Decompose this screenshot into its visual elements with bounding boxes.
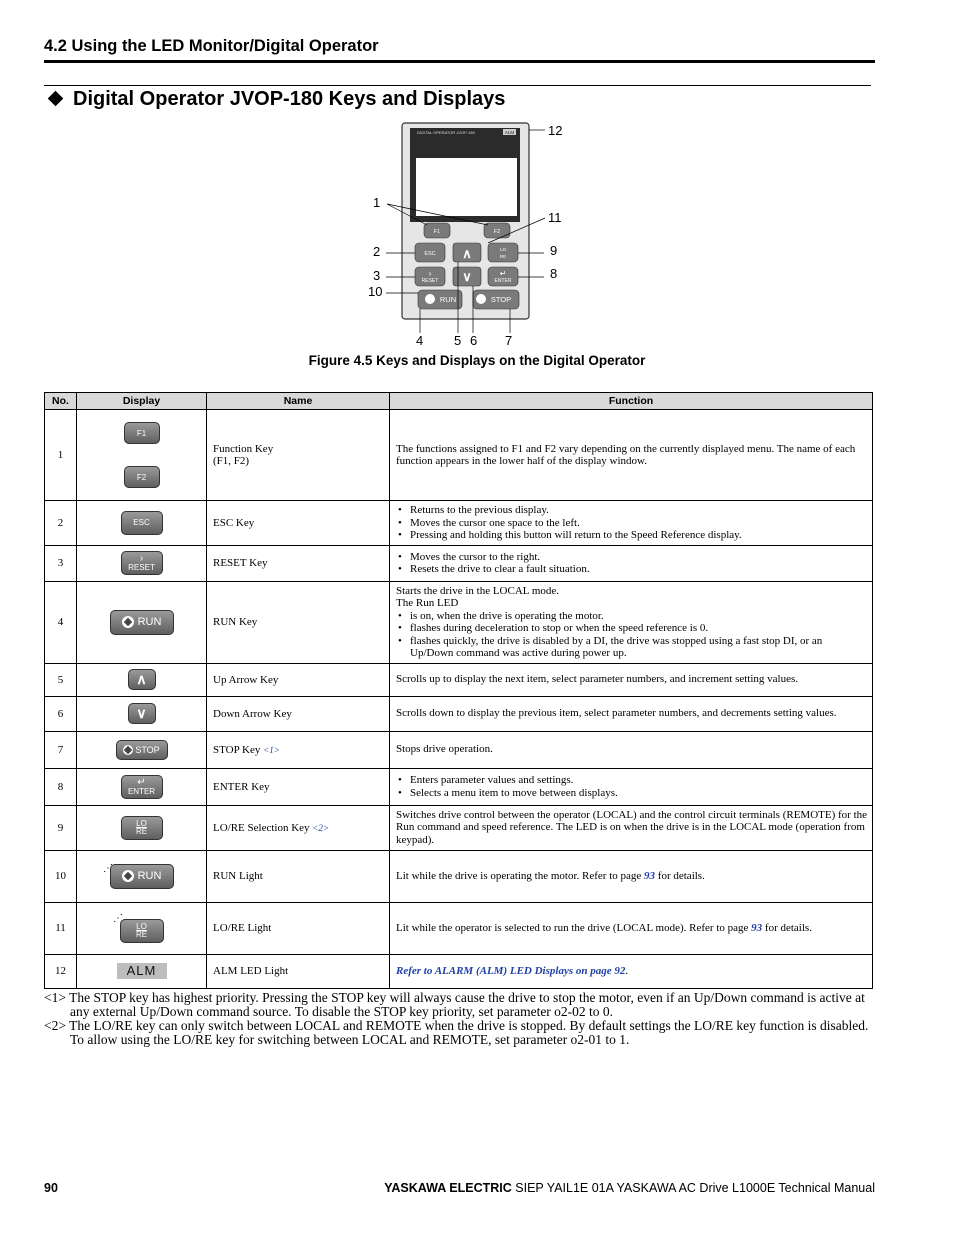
- run-key-icon: RUN: [110, 610, 174, 635]
- lo-re-light-icon: $\frac{LO}{RE}$: [120, 919, 164, 943]
- f1-key-icon: F1: [124, 422, 160, 444]
- figure-caption: Figure 4.5 Keys and Displays on the Digital Operator: [308, 353, 646, 368]
- col-header-name: Name: [207, 393, 390, 410]
- callout-6: 6: [470, 333, 478, 348]
- re-label: RE: [499, 254, 507, 259]
- callout-5: 5: [454, 333, 462, 348]
- svg-text:↵: ↵: [499, 269, 507, 278]
- callout-1: 1: [373, 195, 381, 210]
- f2-key-label: F2: [493, 229, 501, 235]
- footer-text: YASKAWA ELECTRIC SIEP YAIL1E 01A YASKAWA AC Drive L1000E Technical Manual: [384, 1181, 875, 1195]
- esc-key-icon: ESC: [121, 511, 163, 535]
- callout-10: 10: [368, 284, 383, 299]
- table-row: 4 RUN RUN Key Starts the drive in the LOCAL mode. The Run LED • is on, when the drive is operating the motor. • flashes during deceleration to stop or when the speed reference is 0. • flashes quickly, the drive is disabled by a DI, the drive was stopped using a fast stop DI, or an Up/Down command was active during power up.: [45, 581, 873, 663]
- table-row: 12 ALM ALM LED Light Refer to ALARM (ALM) LED Displays on page 92.: [45, 954, 873, 988]
- alarm-display-link[interactable]: Refer to ALARM (ALM) LED Displays on page 92: [396, 964, 626, 977]
- callout-7: 7: [505, 333, 513, 348]
- table-row: 9 $\frac{LO}{RE}$ LO/RE Selection Key <2> Switches drive control between the operator (LOCAL) and the control circuit terminals (REMOTE) for the Run command and speed reference. The LED is on when the drive is in the LOCAL mode (operation from keypad).: [45, 805, 873, 850]
- stop-key-label: STOP: [490, 295, 512, 304]
- table-row: 8 ↵ ENTER ENTER Key • Enters parameter values and settings. • Selects a menu item to move between displays.: [45, 768, 873, 805]
- callout-8: 8: [550, 266, 558, 281]
- digital-operator-figure: [360, 115, 600, 350]
- display-window: [416, 158, 517, 216]
- subheader-rule: [44, 85, 871, 86]
- enter-key-icon: ↵ ENTER: [121, 775, 163, 799]
- enter-key-label: ENTER: [494, 278, 512, 284]
- svg-text:∧: ∧: [462, 246, 472, 261]
- header-rule: [44, 60, 875, 63]
- light-rays-icon: ⋰: [113, 912, 123, 924]
- col-header-function: Function: [390, 393, 873, 410]
- table-row: 7 STOP STOP Key <1> Stops drive operation.: [45, 731, 873, 768]
- keys-table: [44, 392, 873, 989]
- page-number: 90: [44, 1181, 58, 1195]
- page-heading: Digital Operator JVOP-180 Keys and Displays: [48, 88, 505, 111]
- section-title: 4.2 Using the LED Monitor/Digital Operator: [44, 37, 379, 55]
- light-rays-icon: ⋰: [103, 862, 113, 874]
- footnote-2: <2> The LO/RE key can only switch between LOCAL and REMOTE when the drive is stopped. By default settings the LO/RE key function is disabled. To allow using the LO/RE key for switching between LOCAL and REMOTE, set parameter o2-01 to 1.: [44, 1018, 869, 1047]
- col-header-display: Display: [77, 393, 207, 410]
- esc-key-label: ESC: [424, 251, 436, 257]
- table-header-row: [45, 393, 873, 410]
- lo-label: LO: [499, 247, 507, 252]
- table-row: 1 F1 F2 Function Key (F1, F2) The functions assigned to F1 and F2 vary depending on the currently displayed menu. The name of each function appears in the lower half of the display window.: [45, 410, 873, 501]
- svg-text:∨: ∨: [462, 269, 472, 284]
- diamond-icon: [48, 90, 64, 106]
- callout-12: 12: [548, 123, 563, 138]
- table-row: 2 ESC ESC Key • Returns to the previous display. • Moves the cursor one space to the left. • Pressing and holding this button will return to the Speed Reference display.: [45, 501, 873, 546]
- callout-11: 11: [548, 210, 562, 225]
- up-arrow-icon: ∧: [128, 669, 156, 690]
- screen-label: DIGITAL OPERATOR JVOP-180: [417, 130, 475, 135]
- f2-key-icon: F2: [124, 466, 160, 488]
- reset-key-label: RESET: [421, 278, 439, 284]
- run-led-icon: [122, 616, 134, 628]
- run-key-label: RUN: [439, 295, 457, 304]
- svg-text:›: ›: [428, 269, 432, 278]
- down-arrow-icon: ∨: [128, 703, 156, 724]
- table-row: 11 ⋰ $\frac{LO}{RE}$ LO/RE Light Lit while the operator is selected to run the drive (LOCAL mode). Refer to page 93 for details.: [45, 902, 873, 954]
- stop-key-icon: STOP: [116, 740, 168, 760]
- table-row: 3 › RESET RESET Key • Moves the cursor to the right. • Resets the drive to clear a fault situation.: [45, 545, 873, 581]
- callout-9: 9: [550, 243, 558, 258]
- table-row: 5 ∧ Up Arrow Key Scrolls up to display the next item, select parameter numbers, and increment setting values.: [45, 663, 873, 696]
- alm-text: ALM: [504, 130, 515, 135]
- callout-4: 4: [416, 333, 424, 348]
- alm-led-icon: ALM: [117, 963, 167, 979]
- callout-2: 2: [373, 244, 381, 259]
- f1-key-label: F1: [433, 229, 441, 235]
- lo-re-key-icon: $\frac{LO}{RE}$: [121, 816, 163, 840]
- table-row: 6 ∨ Down Arrow Key Scrolls down to display the previous item, select parameter numbers, and decrements setting values.: [45, 696, 873, 731]
- reset-key-icon: › RESET: [121, 551, 163, 575]
- run-light-icon: RUN: [110, 864, 174, 889]
- table-row: 10 ⋰ RUN RUN Light Lit while the drive is operating the motor. Refer to page 93 for details.: [45, 850, 873, 902]
- col-header-no: No.: [45, 393, 77, 410]
- footnote-1: <1> The STOP key has highest priority. Pressing the STOP key will always cause the drive to stop the motor, even if an Up/Down command is active at any external Up/Down command source. To disable the STOP key priority, set parameter o2-02 to 0.: [44, 990, 865, 1019]
- callout-3: 3: [373, 268, 381, 283]
